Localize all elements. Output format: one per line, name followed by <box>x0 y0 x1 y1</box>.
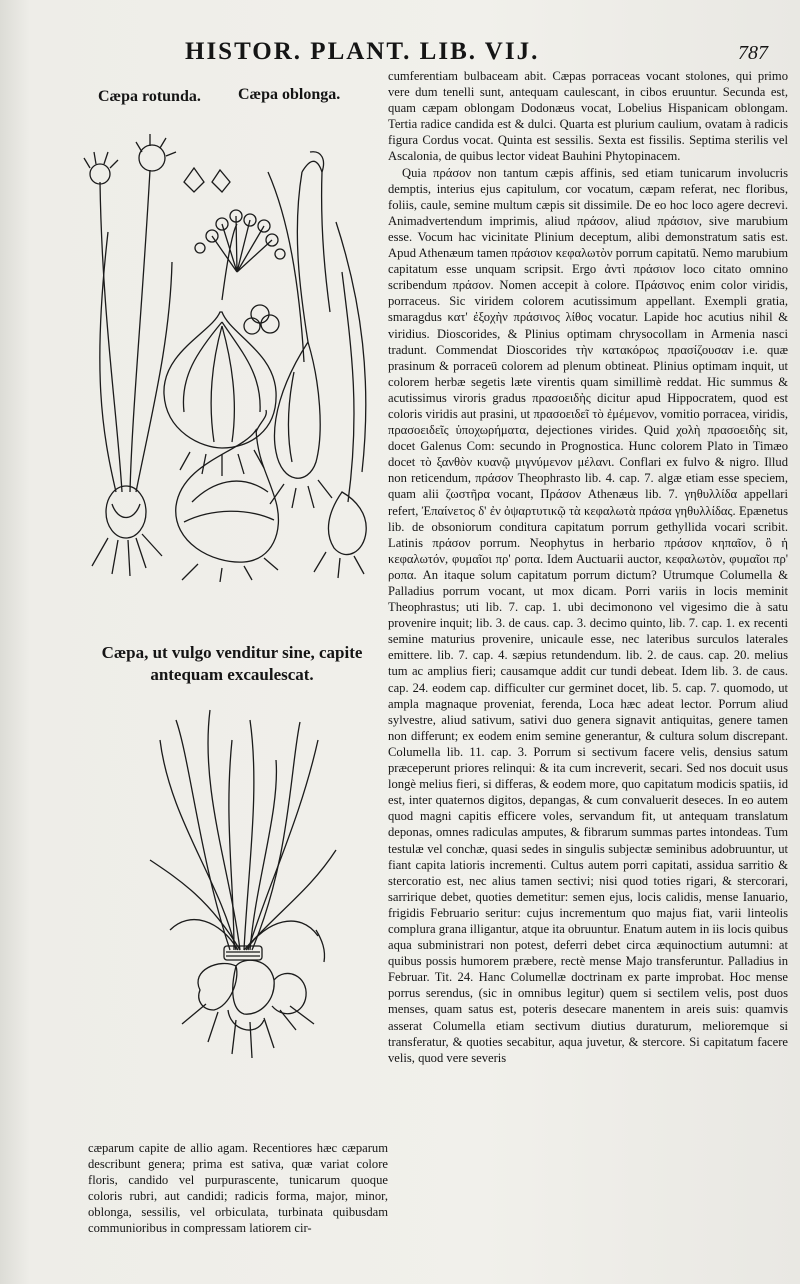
paragraph: Quia πράσον non tantum cæpis affinis, sed etiam tunicarum involucris demptis, interius ejus capitulum, cor vocatum, cæpam referat, nec floribus, foliis, caule, semine multum cæpis sit dissimile. De eo hoc loco agere decrevi. Animadvertendum imprimis, aliud πράσον, aliud πράσιον, sive marubium esse. Vocum hac vicinitate Plinium deceptum, alibi demonstratum satis est. Apud Athenæum tamen πράσιον κεφαλωτὸν porrum capitatū. Nemo marubium capitatum esse unquam scripsit. Ergo ἀντὶ πράσιον loco citato omnino scribendum πράσον. Nomen accepit à colore. Πράσινος enim color viridis, porraceus. Sic viridem colorem acutissimum appellant. Exempli gratia, smaragdus κατ' ἐξοχὴν πράσινος λίθος vocatur. Lapide hoc acutius nihil & viridius. Dioscorides, & Plinius optimam chrysocollam in Armenia nasci tradunt. Commendat Dioscorides τὴν κατακόρως πρασίζουσαν i.e. quæ prasinum & porraceū colorem ad plenum obtineat. Plinius optimam inquit, ut colorem herbæ segetis læte virentis quam simillimè reddat. Hic summus & acutissimus viroris gradus πρασοειδὴς dicitur apud Hippocratem, quod est coloris viridis aut prasini, ut πρασοειδεῖ τὸ ἐμέμενον, vomitio porracea, viridis, πρασοειδεῖς ὑποχωρήματα, dejectiones virides. Quid χολὴ πρασοειδὴς sit, docet Galenus Com: secundo in Prognostica. Hunc colorem Plato in Timæo docet τὸ ξανθὸν κυανῷ μιγνύμενον μέλανι. Conflari ex fulvo & nigro. Illud non reticendum, πράσον Theophrasto lib. 4. cap. 7. algæ etiam esse speciem, quam alii ζωστῆρα vocant, Πράσον Athenæus lib. 7. γηθυλλίδα appellari refert, Ἐπαίνετος δ' ἐν ὀψαρτυτικῷ τὰ κεφαλωτὰ πράσα γηθυλλίδας. Epænetus lib. de obsoniorum conditura capitatum porrum gethyllida vocari scribit. Latinis πράσον porrum. Neophytus in herbario πράσον κηπαῖον, ὃ ἡ κεφαλωτόν, φυμαῖοι πρ' ροπα. Idem Auctuarii auctor, κεφαλωτὸν, φυμαῖοι πρ' ροπα. An itaque solum capitatum porrum dictum? Utrumque Columella & Palladius porrum vocant, ut mox dicam. Porri variis in locis meminit Theophrastus; uti lib. 7. cap. 1. ubi decimonono vel vigesimo die à satu provenire inquit; lib. 3. de caus. cap. 3. decimo quinto, lib. 7. cap. 1. ex recenti semine maturius provenire, unicaule esse, nec lateribus surculos laterales emittere. lib. 7. cap. 4. sæpius retundendum. lib. 2. de caus. cap. 20. melius tum ac amplius fieri; causamque addit cur tundi debeat. Idem lib. 3. de caus. cap. 24. eodem cap. difficulter cur germinet docet, lib. 5. cap. 7. quomodo, ut ampla magnaque proveniat, ferenda, Loca hæc adeat lector. Porrum aliud sylvestre, aliud sativum, sativi duo genera signavit antiquitas, genere tamen non differunt; ex eodem enim semine generantur, & cultura solum discrepant. Columella lib. 11. cap. 3. Porrum si sectivum facere velis, densius satum præceperunt priores relinqui: & ita cum increverit, secari. Sed nos docuit usus longè melius fieri, si differas, & eodem more, quo capitatum modicis spatiis, id est, inter quaternos digitos, depangas, & cum convaluerit deseces. In eo autem quod magni capitis efficere voles, servandum fit, ut antequam translatum deponas, omnes radiculas amputes, & fibrarum summas partes intondeas. Tum testulæ vel conchæ, quasi sedes in singulis subjectæ seminibus adobruuntur, ut fiant capita latioris incrementi. Cultus autem porri capitati, assidua sarritio & stercoratio est, nec alius tamen sectivi; nisi quod toties rigari, & stercorari, sarririque debet, quoties demetitur: semen ejus, locis calidis, mense Ianuario, frigidis Februario seritur: cujus incrementum quo majus fiat, varii linteolis complura grana illigantur, atque ita obruuntur. Enatum autem in iis locis quibus aqua subministrari non potest, deferri debet circa æquinoctium autumni: at quibus possis humorem præbere, rectè mense Majo transferuntur. Palladius in Februar. Tit. 24. Hanc Columellæ doctrinam ex parte improbat. Hoc mense porrus serendus, (sic in omnibus legitur) quem si sectilem velis, post duos menses, quam satus est, poteris desecare manentem in areis suis: quamvis asserat Columella etiam sectivum diutius duraturum, melioremque si transferatur, & quoties secabitur, aqua juvetur, & stercore. Si capitatum facere velis, quod vere severis <box>388 165 788 1065</box>
onion-woodcut-illustration <box>72 112 390 582</box>
paragraph: cumferentiam bulbaceam abit. Cæpas porraceas vocant stolones, qui primo vere dum tenelli sunt, antequam caulescant, in cibos eruuntur. Secunda est, quam cæpam oblongam Dodonæus vocat, Lobelius Hispanicam oblongam. Tertia radice candida est & dulci. Quarta est plurium caulium, ovatam à radicis figura Cordus vocat. Quinta est sessilis. Sexta est fissilis. Septima sterilis vel Ascalonia, de quibus lector videat Bauhini Phytopinacem. <box>388 69 788 164</box>
paragraph: cæparum capite de allio agam. Recentiores hæc cæparum describunt genera; prima est sativa, quæ variat colore floris, candido vel purpurascente, tunicarum quoque coloris rubri, aut candidi; radicis forma, major, minor, oblonga, sessilis, vel orbiculata, turbinata quibusdam communioribus in compressam latiorem cir- <box>88 1141 388 1236</box>
main-text-column <box>388 68 788 1268</box>
running-head: HISTOR. PLANT. LIB. VIJ. <box>185 38 540 65</box>
caption-cepa-rotunda: Cæpa rotunda. <box>98 88 201 105</box>
page-number: 787 <box>738 42 768 64</box>
caption-cepa-vendita: Cæpa, ut vulgo venditur sine, capite antequam excaulescat. <box>101 643 363 684</box>
leek-woodcut-illustration <box>140 700 340 1080</box>
left-bottom-text <box>88 1140 388 1270</box>
page-header <box>0 38 800 72</box>
caption-cepa-oblonga: Cæpa oblonga. <box>238 86 341 103</box>
